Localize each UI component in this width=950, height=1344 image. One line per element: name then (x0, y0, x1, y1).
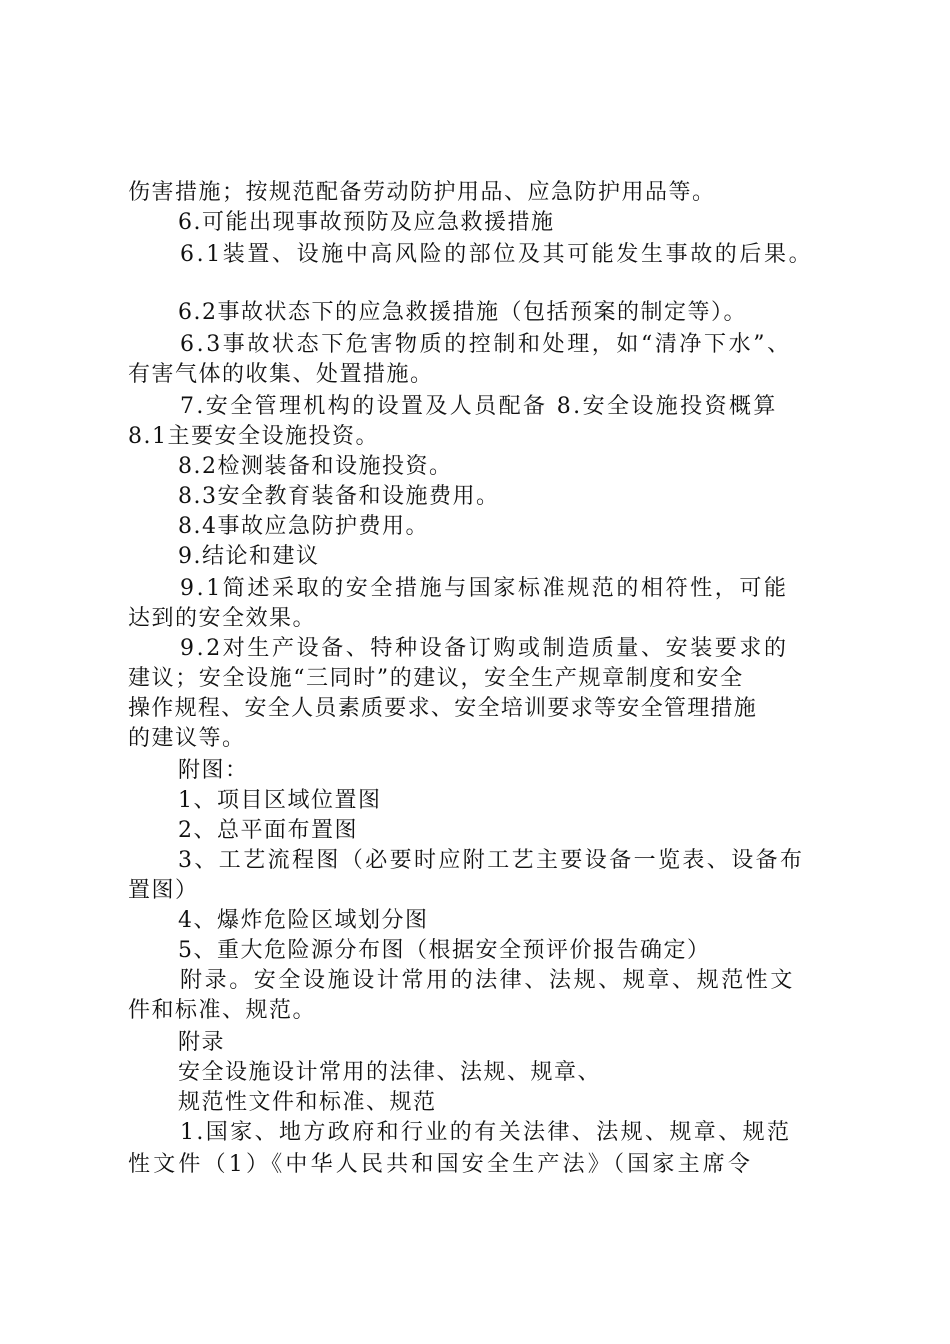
text-line: 附图： (178, 758, 249, 783)
text-line: 附录 (178, 1030, 226, 1055)
text-line: 件和标准、规范。 (128, 998, 317, 1023)
text-line: 6.1装置、设施中高风险的部位及其可能发生事故的后果。 (180, 242, 814, 267)
text-line: 建议；安全设施“三同时”的建议，安全生产规章制度和安全 (128, 666, 744, 691)
text-line: 6.3事故状态下危害物质的控制和处理，如“清净下水”、 (180, 332, 792, 357)
text-line: 5、重大危险源分布图（根据安全预评价报告确定） (178, 938, 711, 963)
text-line: 9.1简述采取的安全措施与国家标准规范的相符性，可能 (180, 576, 789, 601)
text-line: 9.2对生产设备、特种设备订购或制造质量、安装要求的 (180, 636, 789, 661)
text-line: 4、爆炸危险区域划分图 (178, 908, 429, 933)
text-line: 1、项目区域位置图 (178, 788, 382, 813)
text-line: 2、总平面布置图 (178, 818, 358, 843)
text-line: 操作规程、安全人员素质要求、安全培训要求等安全管理措施 (128, 696, 758, 721)
text-line: 性文件（1）《中华人民共和国安全生产法》（国家主席令 (128, 1152, 754, 1177)
text-line: 7.安全管理机构的设置及人员配备 8.安全设施投资概算 (180, 394, 778, 419)
text-line: 8.1主要安全设施投资。 (128, 424, 379, 449)
text-line: 8.2检测装备和设施投资。 (178, 454, 453, 479)
text-line: 6.2事故状态下的应急救援措施（包括预案的制定等）。 (178, 300, 747, 325)
text-line: 达到的安全效果。 (128, 606, 317, 631)
text-line: 的建议等。 (128, 726, 246, 751)
text-line: 置图） (128, 878, 199, 903)
text-line: 有害气体的收集、处置措施。 (128, 362, 434, 387)
text-line: 安全设施设计常用的法律、法规、规章、 (178, 1060, 602, 1085)
text-line: 伤害措施；按规范配备劳动防护用品、应急防护用品等。 (128, 180, 716, 205)
text-line: 8.4事故应急防护费用。 (178, 514, 429, 539)
text-line: 9.结论和建议 (178, 544, 320, 569)
text-line: 8.3安全教育装备和设施费用。 (178, 484, 500, 509)
text-line: 6.可能出现事故预防及应急救援措施 (178, 210, 555, 235)
text-line: 3、工艺流程图（必要时应附工艺主要设备一览表、设备布 (178, 848, 805, 873)
text-line: 附录。安全设施设计常用的法律、法规、规章、规范性文 (180, 968, 796, 993)
text-line: 规范性文件和标准、规范 (178, 1090, 437, 1115)
text-line: 1.国家、地方政府和行业的有关法律、法规、规章、规范 (180, 1120, 792, 1145)
